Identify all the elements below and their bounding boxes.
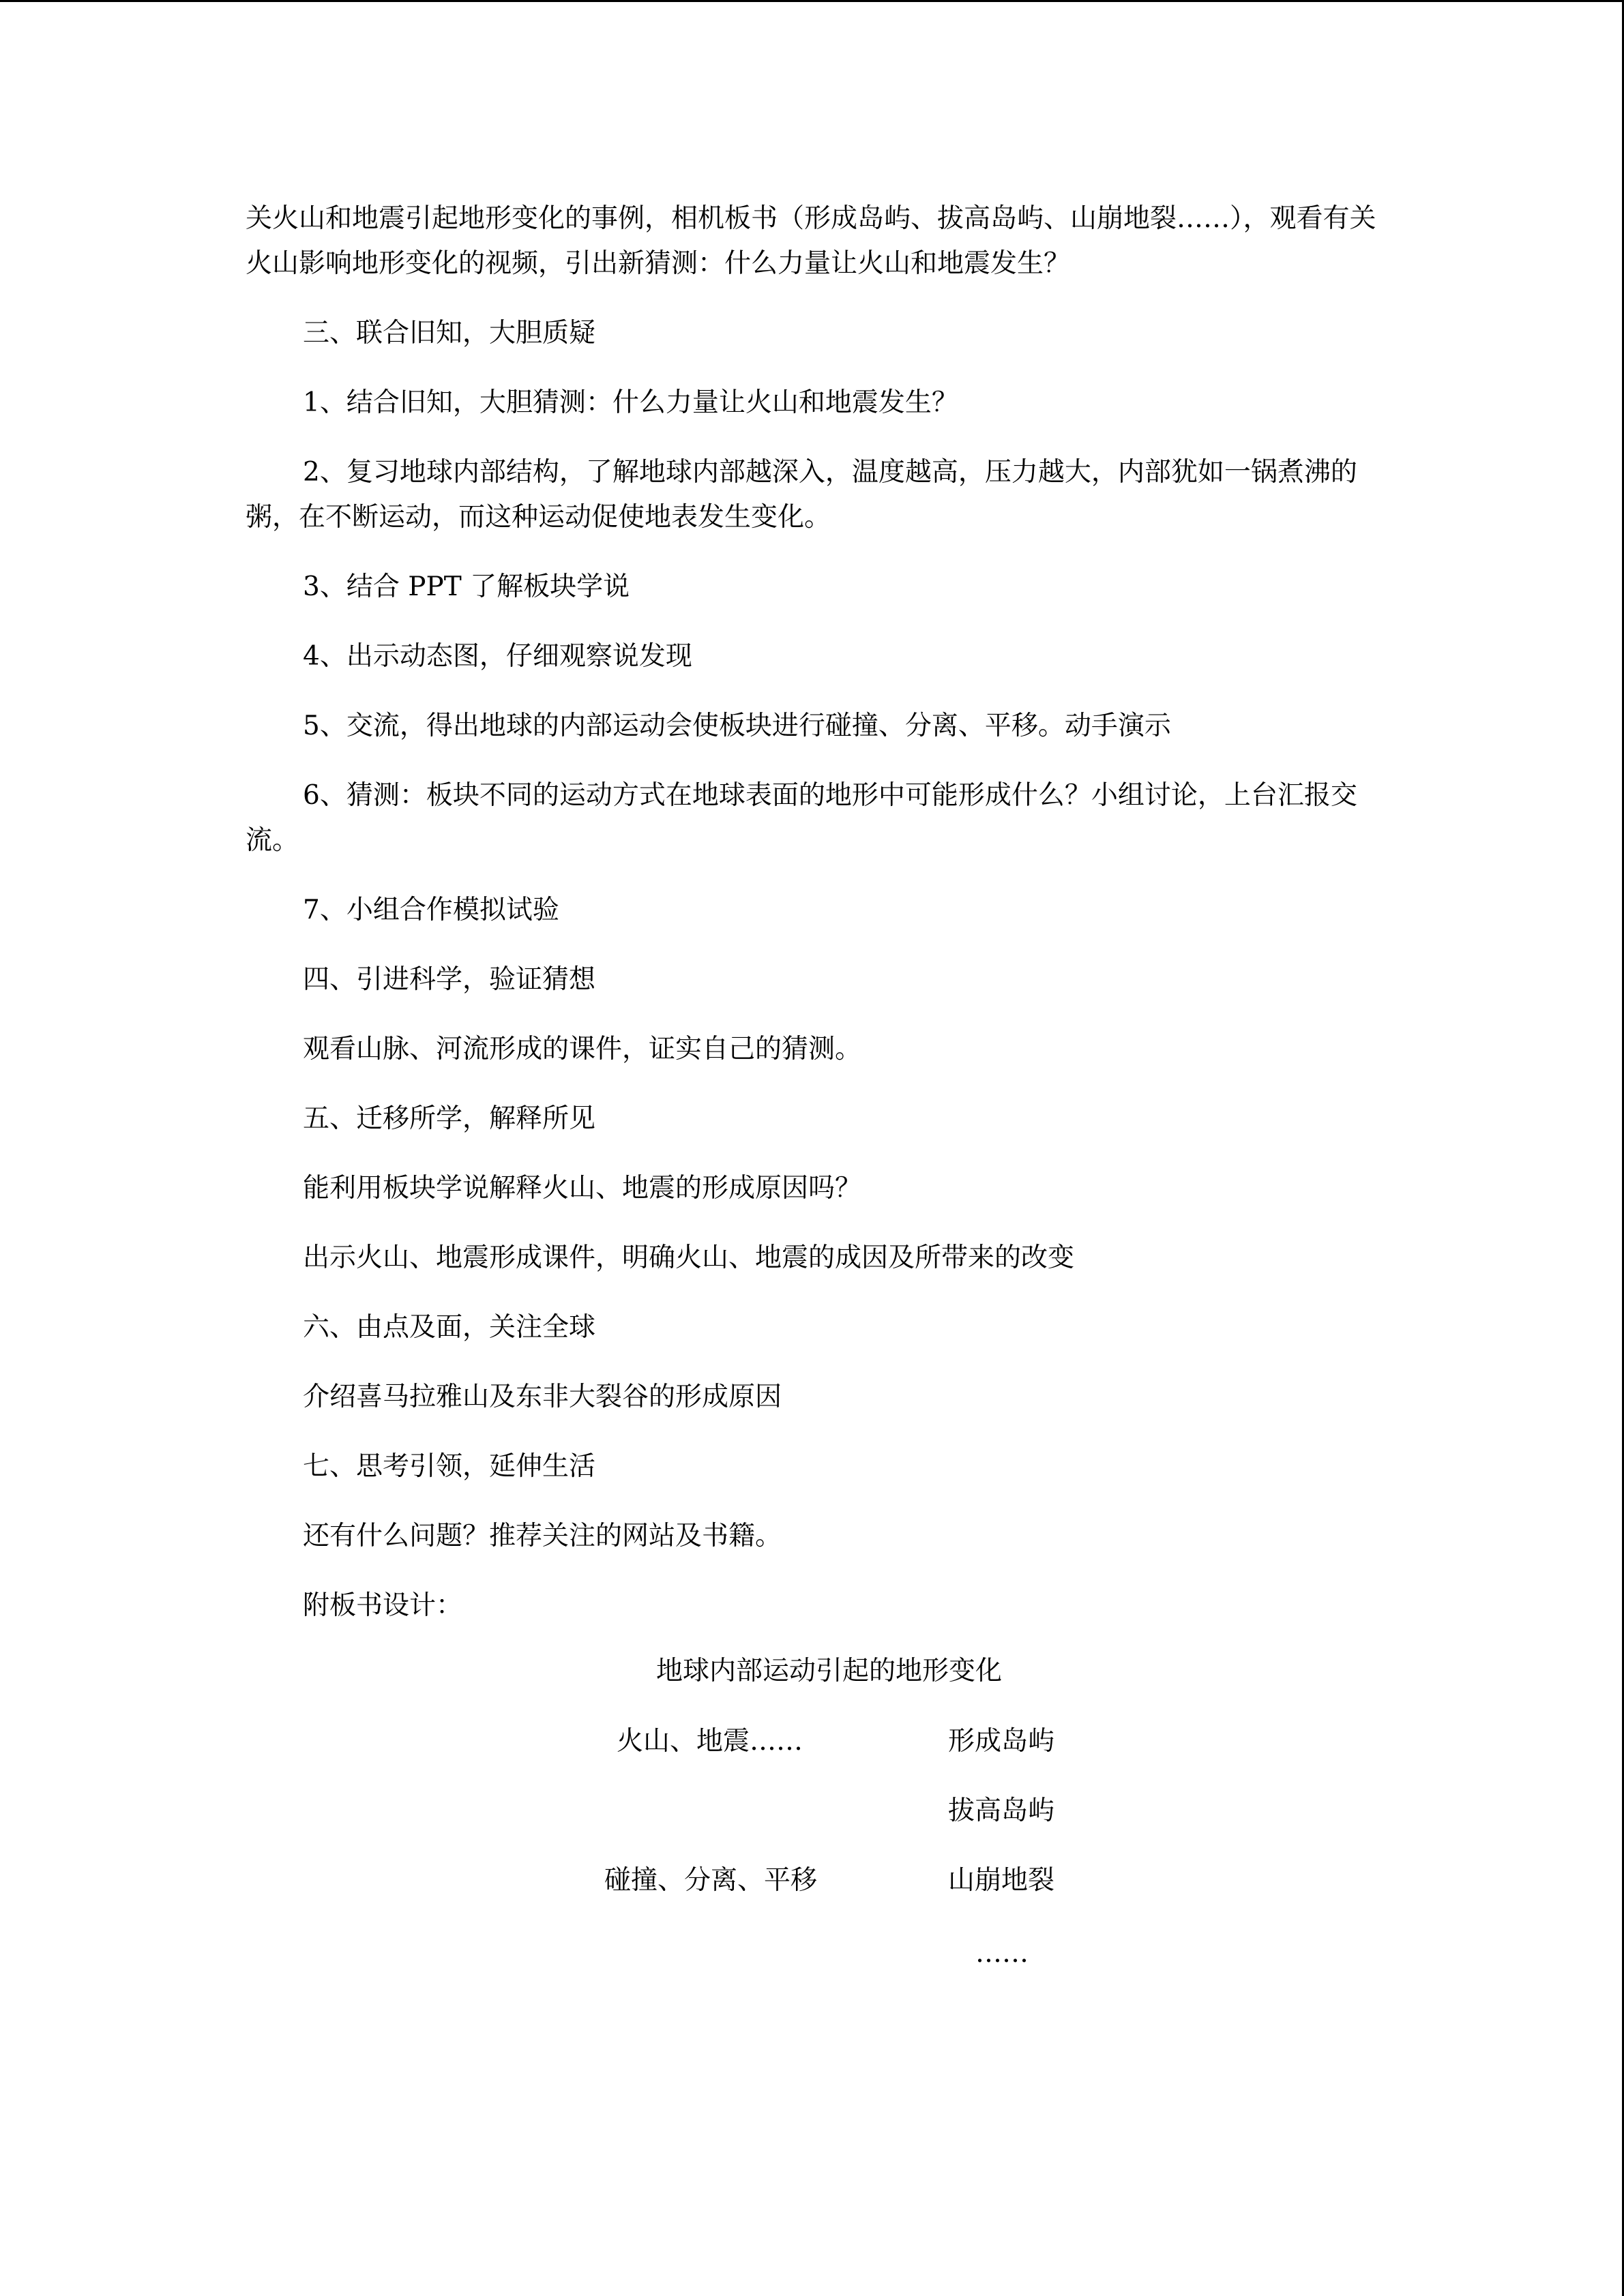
document-body [246,196,1378,1653]
section-heading-3: 三、联合旧知，大胆质疑 [303,318,596,348]
section-5-body: 出示火山、地震形成课件，明确火山、地震的成因及所带来的改变 [303,1242,1075,1273]
section-4-body: 观看山脉、河流形成的课件，证实自己的猜测。 [303,1034,862,1064]
board-title: 地球内部运动引起的地形变化 [656,1656,1003,1686]
board-left-top: 火山、地震…… [617,1726,803,1757]
section-5-question: 能利用板块学说解释火山、地震的形成原因吗？ [303,1173,862,1204]
section-heading-7: 七、思考引领，延伸生活 [303,1451,596,1482]
section-6-body: 介绍喜马拉雅山及东非大裂谷的形成原因 [303,1382,782,1412]
section-heading-4: 四、引进科学，验证猜想 [303,964,596,995]
page-border-top [0,0,1624,2]
board-right-item-3: 山崩地裂 [948,1865,1055,1896]
section-7-body: 还有什么问题？推荐关注的网站及书籍。 [303,1521,782,1551]
step-4: 4、出示动态图，仔细观察说发现 [303,641,692,672]
step-6: 6、猜测：板块不同的运动方式在地球表面的地形中可能形成什么？小组讨论，上台汇报交流。 [246,780,1357,856]
board-right-item-4: …… [975,1938,1029,1969]
step-1: 1、结合旧知，大胆猜测：什么力量让火山和地震发生？ [303,387,958,418]
board-right-item-2: 拔高岛屿 [948,1795,1055,1826]
step-2: 2、复习地球内部结构，了解地球内部越深入，温度越高，压力越大，内部犹如一锅煮沸的粥，在不断运动，而这种运动促使地表发生变化。 [246,457,1357,533]
section-heading-5: 五、迁移所学，解释所见 [303,1103,596,1134]
step-5: 5、交流，得出地球的内部运动会使板块进行碰撞、分离、平移。动手演示 [303,711,1171,741]
section-heading-6: 六、由点及面，关注全球 [303,1312,596,1343]
board-design-label: 附板书设计： [303,1590,463,1621]
step-3: 3、结合 PPT 了解板块学说 [303,571,630,602]
board-right-item-1: 形成岛屿 [948,1726,1055,1757]
paragraph-intro-continued: 关火山和地震引起地形变化的事例，相机板书（形成岛屿、拔高岛屿、山崩地裂……），观看有关火山影响地形变化的视频，引出新猜测：什么力量让火山和地震发生？ [246,203,1376,279]
board-left-bottom: 碰撞、分离、平移 [604,1865,818,1896]
step-7: 7、小组合作模拟试验 [303,895,559,925]
